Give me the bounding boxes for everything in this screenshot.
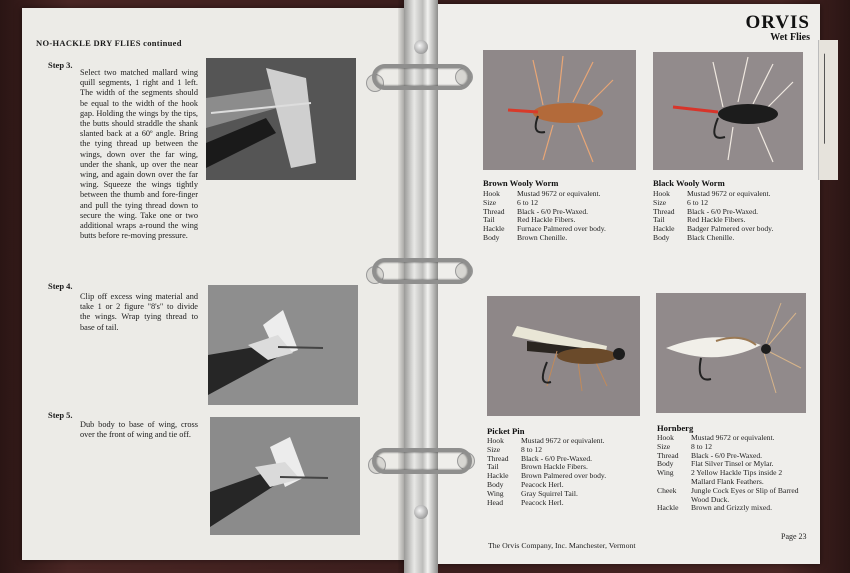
spec-key: Body xyxy=(657,459,674,469)
spec-key: Size xyxy=(483,197,497,207)
step-5-text: Dub body to base of wing, cross over the front of wing and tie off. xyxy=(80,420,198,440)
spec-key: Hackle xyxy=(653,224,675,234)
spec-row xyxy=(657,469,807,487)
spec-key: Body xyxy=(653,232,670,242)
spec-key: Hackle xyxy=(483,224,505,234)
fly-specs xyxy=(653,190,803,243)
spec-value: Mustad 9672 or equivalent. xyxy=(691,433,775,442)
spec-value: Flat Silver Tinsel or Mylar. xyxy=(691,459,774,469)
spec-key: Hackle xyxy=(657,503,679,513)
spec-value: Gray Squirrel Tail. xyxy=(521,488,578,498)
step-4-photo xyxy=(208,285,358,405)
section-title: Wet Flies xyxy=(770,32,810,43)
spec-value: 8 to 12 xyxy=(691,441,713,451)
spec-key: Cheek xyxy=(657,485,677,495)
spec-key: Wing xyxy=(487,488,504,498)
fly-name: Black Wooly Worm xyxy=(653,178,725,188)
spec-row xyxy=(487,499,637,508)
spec-value: Brown and Grizzly mixed. xyxy=(691,503,772,513)
spec-value: Mustad 9672 or equivalent. xyxy=(517,189,601,198)
spec-value: Mustad 9672 or equivalent. xyxy=(687,189,771,198)
spec-value: Red Hackle Fibers. xyxy=(517,215,576,225)
spec-key: Tail xyxy=(487,462,499,472)
step-4-text: Clip off excess wing material and take 1 or 2 figure "8's" to divide the wings. Wrap tying thread to base of tail. xyxy=(80,292,198,332)
spec-key: Thread xyxy=(487,453,509,463)
spec-key: Thread xyxy=(657,450,679,460)
footer-company: The Orvis Company, Inc. Manchester, Vermont xyxy=(488,541,636,550)
page-number: Page 23 xyxy=(781,532,807,541)
spec-row xyxy=(483,234,633,243)
spec-row xyxy=(653,234,803,243)
spec-key: Size xyxy=(487,444,501,454)
brand-logo xyxy=(740,12,820,43)
spec-value: 6 to 12 xyxy=(687,197,709,207)
spec-value: 2 Yellow Hackle Tips inside 2 Mallard Flank Feathers. xyxy=(691,468,783,486)
spec-row xyxy=(483,190,633,199)
step-4-label: Step 4. xyxy=(48,281,73,291)
spec-value: 8 to 12 xyxy=(521,444,543,454)
fly-specs xyxy=(657,434,807,513)
spec-row xyxy=(487,437,637,446)
step-5-label: Step 5. xyxy=(48,410,73,420)
spec-key: Body xyxy=(487,479,504,489)
spec-value: Red Hackle Fibers. xyxy=(687,215,746,225)
step-5-photo xyxy=(210,417,360,535)
brown-wooly-worm-photo xyxy=(483,50,636,170)
spec-key: Wing xyxy=(657,468,674,478)
spec-row xyxy=(657,504,807,513)
step-3-text: Select two matched mallard wing quill segments, 1 right and 1 left. The width of the segments should be equal to the width of the hook gap. Holding the wings by the tips, the butts should straddle the shank slanted back at a 60º angle. Bring the tying thread up between the wings, down over the far wing, under the shank, up over the near wing, and again down over the far wing. Squeeze the wings tightly between the thumb and fore-finger and pull the tying thread down to secure the wing. Take one or two additional wraps a-round the wing butts before re-moving pressure. xyxy=(80,68,198,241)
binder-rivet xyxy=(414,505,428,519)
spec-key: Hook xyxy=(657,433,674,442)
spec-key: Hook xyxy=(483,189,500,198)
spec-value: Black - 6/0 Pre-Waxed. xyxy=(521,453,593,463)
step-3-photo xyxy=(206,58,356,180)
black-wooly-worm-photo xyxy=(653,52,803,170)
picket-pin-photo xyxy=(487,296,640,416)
binder-ring xyxy=(372,64,472,90)
spec-value: Peacock Herl. xyxy=(521,497,564,507)
spec-row xyxy=(657,487,807,505)
left-page-header: NO-HACKLE DRY FLIES continued xyxy=(36,38,182,48)
spec-value: Mustad 9672 or equivalent. xyxy=(521,436,605,445)
binder-ring xyxy=(372,448,472,474)
spec-key: Head xyxy=(487,497,504,507)
fly-specs xyxy=(487,437,637,507)
spec-key: Size xyxy=(657,441,671,451)
fly-name: Brown Wooly Worm xyxy=(483,178,559,188)
binder-rivet xyxy=(414,40,428,54)
spec-value: Black Chenille. xyxy=(687,232,735,242)
spec-key: Thread xyxy=(653,206,675,216)
spec-key: Size xyxy=(653,197,667,207)
handwriting-mark xyxy=(824,54,832,147)
spec-value: 6 to 12 xyxy=(517,197,539,207)
spec-value: Brown Palmered over body. xyxy=(521,471,607,481)
spec-key: Hook xyxy=(653,189,670,198)
hornberg-photo xyxy=(656,293,806,413)
spec-key: Hackle xyxy=(487,471,509,481)
spec-key: Tail xyxy=(483,215,495,225)
spec-value: Peacock Herl. xyxy=(521,479,564,489)
spec-row xyxy=(653,190,803,199)
spec-value: Jungle Cock Eyes or Slip of Barred Wood Duck. xyxy=(691,485,799,504)
spec-key: Hook xyxy=(487,436,504,445)
spec-value: Brown Hackle Fibers. xyxy=(521,462,588,472)
spec-value: Brown Chenille. xyxy=(517,232,568,242)
step-3-label: Step 3. xyxy=(48,60,73,70)
fly-specs xyxy=(483,190,633,243)
brand-name: ORVIS xyxy=(745,12,810,33)
spec-value: Badger Palmered over body. xyxy=(687,224,774,234)
spec-value: Furnace Palmered over body. xyxy=(517,224,606,234)
binder-ring xyxy=(372,258,472,284)
spec-row xyxy=(657,434,807,443)
spec-value: Black - 6/0 Pre-Waxed. xyxy=(687,206,759,216)
spec-value: Black - 6/0 Pre-Waxed. xyxy=(691,450,763,460)
fly-name: Hornberg xyxy=(657,423,694,433)
spec-key: Body xyxy=(483,232,500,242)
spec-value: Black - 6/0 Pre-Waxed. xyxy=(517,206,589,216)
spec-key: Tail xyxy=(653,215,665,225)
spec-key: Thread xyxy=(483,206,505,216)
fly-name: Picket Pin xyxy=(487,426,525,436)
